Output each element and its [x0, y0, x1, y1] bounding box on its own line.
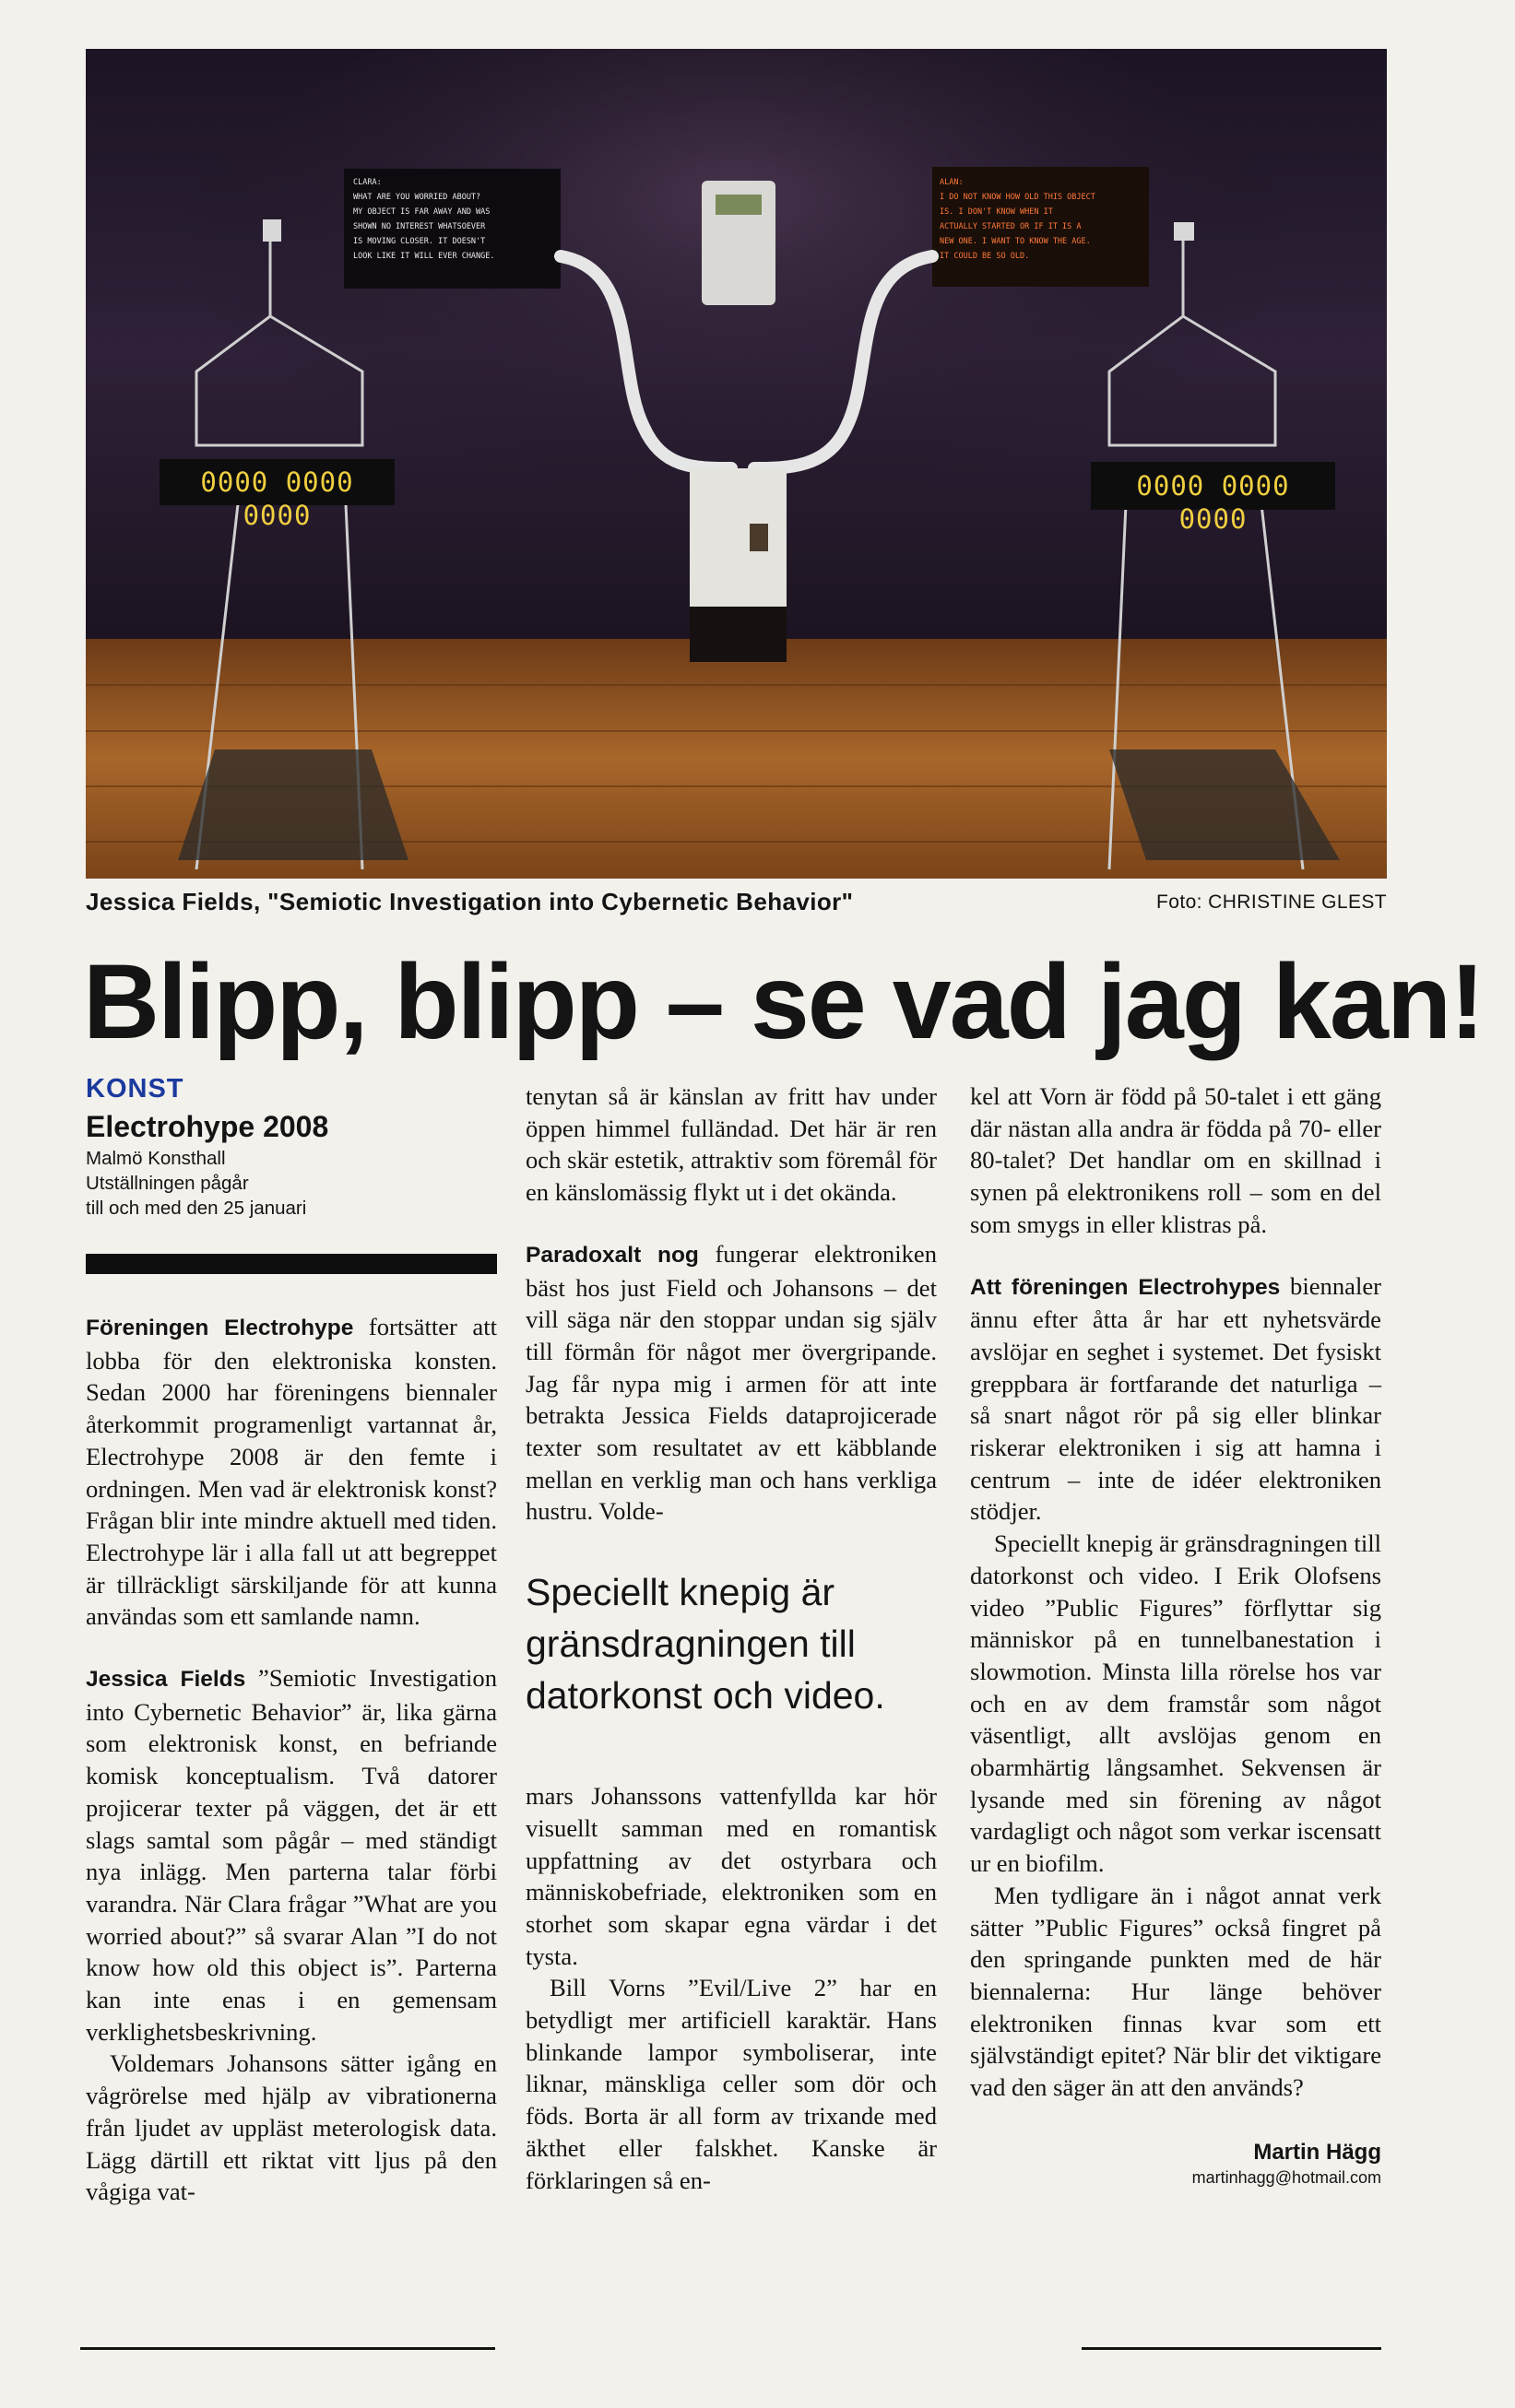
led-counter-left: 0000 0000 0000: [200, 466, 354, 531]
led-counter-right: 0000 0000 0000: [1136, 470, 1290, 535]
section-label: KONST: [86, 1074, 184, 1104]
pull-quote: Speciellt knepig är gränsdragningen till datorkonst och video.: [526, 1571, 885, 1717]
article-headline: Blipp, blipp – se vad jag kan!: [83, 943, 1484, 1061]
paragraph: Bill Vorns ”Evil/Live 2” har en betydligt mer artificiell karaktär. Hans blinkande lampor symboliserar, inte liknar, mänskliga celler som dör och föds. Borta är all form av trixande med äkthet eller falskhet. Kanske är förklaringen så en-: [526, 1974, 937, 2194]
paragraph: Jessica Fields ”Semiotic Investigation into Cybernetic Behavior” är, lika gärna som elektronisk konst, en befriande komisk konceptualism. Två datorer projicerar texter på väggen, det är ett slags samtal som pågår – med ständigt nya inlägg. Men parterna talar förbi varandra. När Clara frågar ”What are you worried about?” så svarar Alan ”I do not know how old this object is”. Parterna kan inte enas i en gemensam verklighetsbeskrivning.: [86, 1664, 497, 2046]
paragraph: Att föreningen Electrohypes biennaler ännu efter åtta år har ett nyhetsvärde avslöjar en seghet i systemet. Det fysiskt greppbara är fortfarande det naturliga – så snart något rör på sig eller blinkar riskerar elektroniken i sig att hamna i centrum – inte de idéer elektroniken stödjer.: [970, 1271, 1381, 1526]
exhibition-photo-illustration: [86, 49, 1387, 879]
article-column-1: [86, 1072, 497, 2208]
bottom-rule-right: [1082, 2347, 1381, 2350]
photo-credit: Foto: CHRISTINE GLEST: [1156, 891, 1387, 913]
author-name: Martin Hägg: [1253, 2139, 1381, 2165]
article-column-3: [970, 1080, 1381, 2189]
bottom-rule-left: [80, 2347, 495, 2350]
paragraph: Voldemars Johansons sätter igång en vågrörelse med hjälp av vibrationerna från ljudet av uppläst meterologisk data. Lägg därtill ett riktat vitt ljus på den vågiga vat-: [86, 2049, 497, 2206]
paragraph-lead: Paradoxalt nog: [526, 1242, 699, 1268]
paragraph: tenytan så är känslan av fritt hav under öppen himmel fulländad. Det här är ren och skär estetik, attraktiv som föremål för en känslomässig flykt ut i det okända.: [526, 1082, 937, 1207]
article-column-2: [526, 1080, 937, 2196]
paragraph: Föreningen Electrohype fortsätter att lobba för den elektroniska konsten. Sedan 2000 har föreningens biennaler återkommit programenligt vartannat år, Electrohype 2008 är den femte i ordningen. Men vad är elektronisk konst? Frågan blir inte mindre aktuell med tiden. Electrohype lär i alla fall ut att begreppet är tillräckligt särskiljande för att kunna användas som ett samlande namn.: [86, 1313, 497, 1631]
caption-text: Jessica Fields, "Semiotic Investigation into Cybernetic Behavior": [86, 888, 854, 915]
paragraph-lead: Att föreningen Electrohypes: [970, 1274, 1281, 1300]
screen-right-text: ALAN: I DO NOT KNOW HOW OLD THIS OBJECT IS. I DON'T KNOW WHEN IT ACTUALLY STARTED OR IF IT IS A NEW ONE. I WANT TO KNOW THE AGE. IT COULD BE SO OLD.: [940, 178, 1095, 261]
photo-caption: [86, 888, 1387, 925]
paragraph: Speciellt knepig är gränsdragningen till datorkonst och video. I Erik Olofsens video ”Public Figures” förflyttar sig människor på en tunnelbanestation i slowmotion. Minsta lilla rörelse hos var och en av dem framstår som något väsentligt, allt avslöjas genom en obarmhärtig långsamhet. Sekvensen är lysande med sin förening av något vardagligt och något som verkar iscensatt ur en biofilm.: [970, 1529, 1381, 1878]
exhibition-photo: [86, 49, 1387, 879]
author-email[interactable]: martinhagg@hotmail.com: [1191, 2167, 1381, 2187]
event-venue: Malmö Konsthall: [86, 1148, 226, 1169]
event-dates-line-1: Utställningen pågår: [86, 1173, 249, 1194]
section-divider: [86, 1254, 497, 1274]
byline: [970, 2139, 1381, 2189]
paragraph: Paradoxalt nog fungerar elektroniken bäst hos just Field och Johansons – det vill säga när den stoppar undan sig själv till förmån för något mer övergripande. Jag får nypa mig i armen för att inte betrakta Jessica Fields dataprojicerade texter som resultatet av ett käbblande mellan en verklig man och hans verkliga hustru. Volde-: [526, 1239, 937, 1526]
paragraph: Men tydligare än i något annat verk sätter ”Public Figures” också fingret på den springande punkten med de här biennalerna: Hur länge behöver elektroniken finnas kvar som ett självständigt epitet? När blir det viktigare vad den säger än att den används?: [970, 1881, 1381, 2102]
event-dates-line-2: till och med den 25 januari: [86, 1198, 307, 1219]
paragraph: mars Johanssons vattenfyllda kar hör visuellt samman med en romantisk uppfattning av det ostyrbara och människobefriade, elektroniken som en storhet som skapar egna värdar i det tysta.: [526, 1782, 937, 1970]
paragraph: kel att Vorn är född på 50-talet i ett gäng där nästan alla andra är födda på 70- eller 80-talet? Det handlar om en skillnad i synen på elektronikens roll – som en del som smygs in eller klistras på.: [970, 1082, 1381, 1238]
event-title: Electrohype 2008: [86, 1110, 329, 1143]
screen-left-text: CLARA: WHAT ARE YOU WORRIED ABOUT? MY OBJECT IS FAR AWAY AND WAS SHOWN NO INTEREST WHATSOEVER IS MOVING CLOSER. IT DOESN'T LOOK LIKE IT WILL EVER CHANGE.: [353, 178, 495, 261]
paragraph-lead: Föreningen Electrohype: [86, 1316, 354, 1340]
event-infobox: [86, 1072, 497, 1221]
paragraph-lead: Jessica Fields: [86, 1667, 246, 1693]
